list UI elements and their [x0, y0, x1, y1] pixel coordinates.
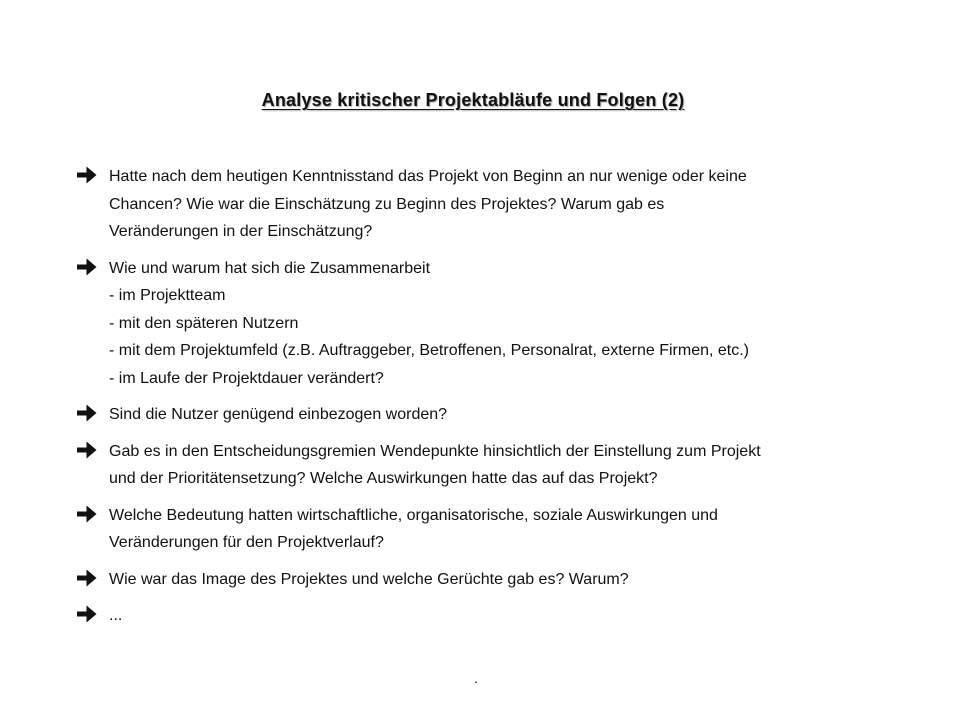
- bullet-line: Sind die Nutzer genügend einbezogen worden?: [109, 406, 448, 423]
- bullet-item: [76, 602, 876, 630]
- right-arrow-icon: [76, 165, 98, 185]
- bullet-line: Hatte nach dem heutigen Kenntnisstand das Projekt von Beginn an nur wenige oder keine: [109, 168, 747, 185]
- bullet-list: [76, 163, 876, 639]
- bullet-line: Gab es in den Entscheidungsgremien Wendepunkte hinsichtlich der Einstellung zum Projekt: [109, 442, 761, 460]
- bullet-line: ...: [109, 607, 123, 624]
- bullet-line: - im Laufe der Projektdauer verändert?: [109, 369, 384, 387]
- bullet-item: [76, 401, 876, 429]
- bullet-item: [76, 502, 876, 557]
- right-arrow-icon: [76, 568, 98, 588]
- bullet-line: Veränderungen für den Projektverlauf?: [109, 534, 384, 551]
- right-arrow-icon: [76, 504, 98, 524]
- footer-mark: .: [474, 670, 478, 686]
- bullet-line: und der Prioritätensetzung? Welche Auswirkungen hatte das auf das Projekt?: [109, 470, 658, 487]
- bullet-line: Veränderungen in der Einschätzung?: [109, 223, 373, 240]
- bullet-line: - mit dem Projektumfeld (z.B. Auftraggeber, Betroffenen, Personalrat, externe Firmen, etc.): [109, 342, 749, 359]
- bullet-line: Chancen? Wie war die Einschätzung zu Beginn des Projektes? Warum gab es: [109, 195, 665, 213]
- bullet-line: Wie und warum hat sich die Zusammenarbeit: [109, 259, 431, 277]
- right-arrow-icon: [76, 257, 98, 277]
- bullet-line: - im Projektteam: [109, 287, 226, 304]
- bullet-item: [76, 163, 876, 246]
- slide-title: Analyse kritischer Projektabläufe und Folgen (2): [261, 90, 685, 110]
- right-arrow-icon: [76, 403, 98, 423]
- bullet-item: [76, 255, 876, 393]
- right-arrow-icon: [76, 604, 98, 624]
- bullet-line: Welche Bedeutung hatten wirtschaftliche, organisatorische, soziale Auswirkungen und: [109, 506, 718, 524]
- bullet-item: [76, 438, 876, 493]
- bullet-line: - mit den späteren Nutzern: [109, 314, 299, 332]
- right-arrow-icon: [76, 440, 98, 460]
- bullet-item: [76, 566, 876, 594]
- bullet-line: Wie war das Image des Projektes und welche Gerüchte gab es? Warum?: [109, 570, 629, 588]
